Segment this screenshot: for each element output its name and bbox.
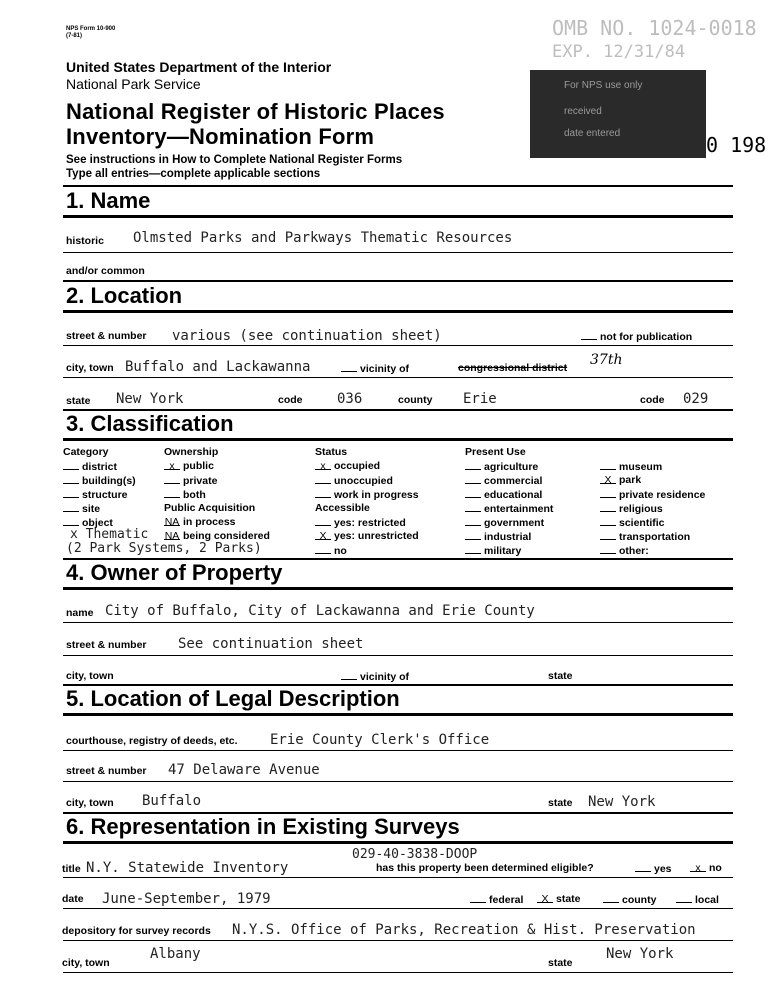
opt-other: other: — [600, 544, 649, 557]
opt-agriculture: agriculture — [465, 460, 538, 473]
opt-military: military — [465, 544, 521, 557]
line — [63, 655, 733, 656]
rule — [63, 310, 733, 313]
opt-in-process: NA in process — [164, 516, 236, 528]
vicinity-label: vicinity of — [341, 362, 409, 375]
instructions-2: Type all entries—complete applicable sections — [66, 168, 321, 180]
owner-street: See continuation sheet — [178, 636, 364, 652]
section-3-heading: 3. Classification — [66, 411, 234, 436]
legal-city: Buffalo — [142, 793, 202, 809]
historic-name: Olmsted Parks and Parkways Thematic Resources — [133, 230, 513, 246]
opt-museum: museum — [600, 460, 662, 473]
depository-value: N.Y.S. Office of Parks, Recreation & Hist. Preservation — [232, 922, 696, 938]
opt-private-residence: private residence — [600, 488, 705, 501]
legal-state: New York — [588, 794, 656, 810]
opt-occupied: x occupied — [315, 460, 380, 472]
line — [63, 908, 733, 909]
date-entered-label: date entered — [564, 128, 621, 139]
owner-street-label: street & number — [66, 639, 147, 651]
section-5-heading: 5. Location of Legal Description — [66, 686, 400, 711]
rule — [63, 438, 733, 441]
opt-commercial: commercial — [465, 474, 542, 487]
section-4-heading: 4. Owner of Property — [66, 560, 283, 585]
opt-site: site — [63, 502, 100, 515]
survey-date-label: date — [62, 893, 84, 905]
department: United States Department of the Interior — [66, 59, 332, 75]
state-code: 036 — [337, 391, 363, 407]
depository-city: Albany — [150, 946, 201, 962]
survey-title-label: title — [62, 863, 81, 875]
legal-street-label: street & number — [66, 765, 147, 777]
thematic-row: x Thematic — [70, 527, 149, 542]
level-local: local — [676, 893, 719, 906]
instructions-1: See instructions in How to Complete National Register Forms — [66, 154, 403, 166]
survey-date: June-September, 1979 — [102, 891, 271, 907]
opt-private: private — [164, 474, 217, 487]
district-handwritten: 37th — [590, 352, 623, 368]
opt-work-in-progress: work in progress — [315, 488, 419, 501]
opt-park: X park — [600, 474, 641, 486]
category-heading: Category — [63, 446, 109, 458]
opt-scientific: scientific — [600, 516, 665, 529]
form-title-1: National Register of Historic Places — [66, 99, 445, 124]
rule — [63, 713, 733, 716]
line — [63, 750, 733, 751]
section-2-heading: 2. Location — [66, 283, 183, 308]
opt-entertainment: entertainment — [465, 502, 553, 515]
opt-both: both — [164, 488, 206, 501]
section-6-heading: 6. Representation in Existing Surveys — [66, 814, 460, 839]
opt-industrial: industrial — [465, 530, 531, 543]
for-nps-use: For NPS use only — [564, 80, 643, 91]
line — [63, 345, 733, 346]
owner-state-label: state — [548, 670, 573, 682]
line — [63, 877, 733, 878]
rule — [63, 841, 733, 844]
opt-transportation: transportation — [600, 530, 690, 543]
survey-title: N.Y. Statewide Inventory — [86, 860, 289, 876]
code-label-2: code — [640, 394, 665, 406]
street-label: street & number — [66, 330, 147, 342]
rule — [63, 215, 733, 218]
opt-buildings: building(s) — [63, 474, 136, 487]
historic-label: historic — [66, 235, 104, 247]
level-state: X state — [537, 893, 581, 905]
exp-stamp: EXP. 12/31/84 — [552, 42, 686, 62]
not-for-publication: not for publication — [581, 330, 692, 343]
depository-state: New York — [606, 946, 674, 962]
line — [63, 940, 733, 941]
congressional-district: congressional district — [458, 362, 568, 374]
owner-city-label: city, town — [66, 670, 114, 682]
code-label: code — [278, 394, 303, 406]
opt-being-considered: NA being considered — [164, 530, 270, 542]
form-number: NPS Form 10-900 — [66, 26, 116, 32]
courthouse-label: courthouse, registry of deeds, etc. — [66, 735, 238, 747]
legal-state-label: state — [548, 797, 573, 809]
owner-name: City of Buffalo, City of Lackawanna and Erie County — [105, 603, 535, 619]
legal-city-label: city, town — [66, 797, 114, 809]
depository-city-label: city, town — [62, 957, 110, 969]
opt-educational: educational — [465, 488, 542, 501]
acquisition-heading: Public Acquisition — [164, 502, 256, 514]
omb-stamp: OMB NO. 1024-0018 — [552, 16, 757, 40]
level-federal: federal — [470, 893, 523, 906]
eligible-question: has this property been determined eligible? — [376, 862, 594, 874]
legal-street: 47 Delaware Avenue — [168, 762, 320, 778]
accessible-heading: Accessible — [315, 502, 370, 514]
owner-name-label: name — [66, 607, 94, 619]
present-use-heading: Present Use — [465, 446, 526, 458]
opt-religious: religious — [600, 502, 663, 515]
opt-structure: structure — [63, 488, 128, 501]
level-county: county — [603, 893, 656, 906]
rule — [63, 185, 733, 187]
ownership-heading: Ownership — [164, 446, 219, 458]
line — [63, 781, 733, 782]
opt-district: district — [63, 460, 117, 473]
opt-object: object — [63, 516, 113, 529]
nps-use-box — [530, 70, 706, 158]
line — [63, 377, 733, 378]
opt-yes-unrestricted: X yes: unrestricted — [315, 530, 419, 542]
county-label: county — [398, 394, 433, 406]
courthouse-value: Erie County Clerk's Office — [270, 732, 490, 748]
line — [63, 622, 733, 623]
service: National Park Service — [66, 76, 201, 92]
state-label: state — [66, 395, 91, 407]
eligible-no: x no — [690, 862, 722, 874]
city-value: Buffalo and Lackawanna — [125, 359, 311, 375]
thematic-note: (2 Park Systems, 2 Parks) — [66, 541, 262, 556]
opt-government: government — [465, 516, 544, 529]
rule — [63, 587, 733, 590]
county-code: 029 — [683, 391, 709, 407]
common-label: and/or common — [66, 265, 145, 277]
opt-no: no — [315, 544, 347, 557]
status-heading: Status — [315, 446, 348, 458]
received-label: received — [564, 106, 602, 117]
owner-vicinity: vicinity of — [341, 670, 409, 683]
county-value: Erie — [463, 391, 497, 407]
opt-yes-restricted: yes: restricted — [315, 516, 406, 529]
line — [63, 972, 733, 973]
rule — [63, 280, 733, 282]
depository-label: depository for survey records — [62, 925, 211, 937]
city-label: city, town — [66, 362, 114, 374]
depository-state-label: state — [548, 957, 573, 969]
state-value: New York — [116, 391, 184, 407]
eligible-yes: yes — [635, 862, 672, 875]
section-1-heading: 1. Name — [66, 188, 151, 213]
form-title-2: Inventory—Nomination Form — [66, 124, 375, 149]
inventory-number: 029-40-3838-DOOP — [352, 847, 478, 862]
line — [63, 252, 733, 253]
opt-public: x public — [164, 460, 214, 472]
form-revision: (7-81) — [66, 33, 83, 39]
year-stamp: 0 198 — [706, 133, 767, 157]
street-value: various (see continuation sheet) — [172, 328, 442, 344]
opt-unoccupied: unoccupied — [315, 474, 393, 487]
